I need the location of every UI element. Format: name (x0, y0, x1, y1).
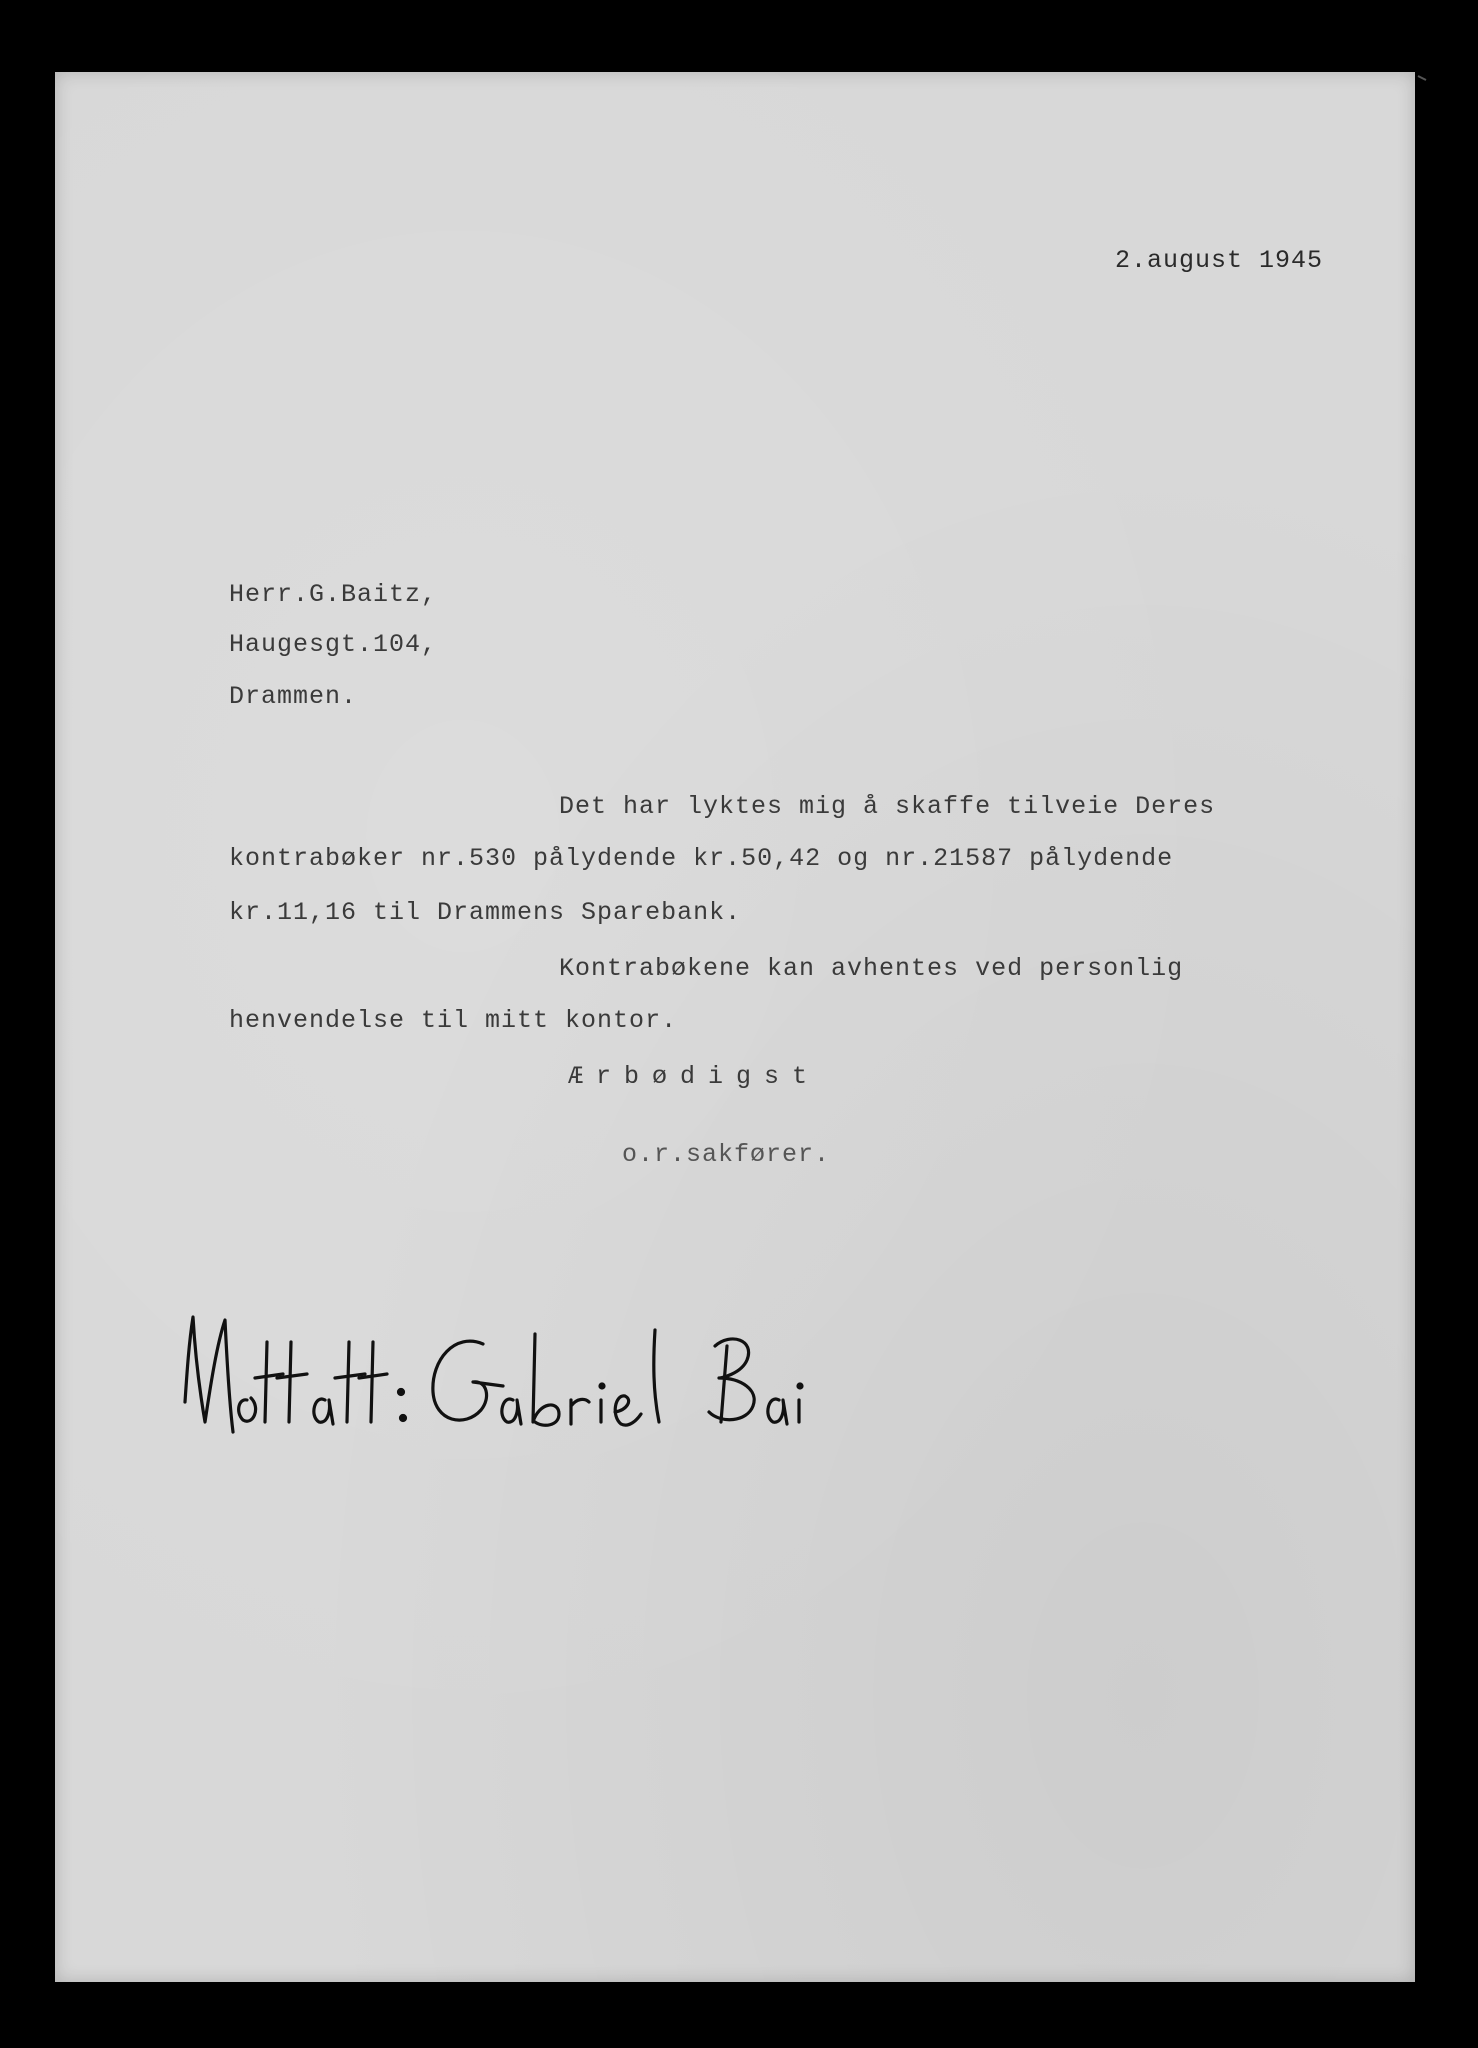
body-line-2: kontrabøker nr.530 pålydende kr.50,42 og nr.21587 pålydende (229, 844, 1174, 873)
recipient-city: Drammen. (229, 682, 358, 711)
handwritten-signature (115, 1282, 815, 1522)
body-line-5: henvendelse til mitt kontor. (229, 1006, 678, 1035)
letter-page (55, 72, 1415, 1982)
letter-date: 2.august 1945 (1115, 246, 1324, 275)
scan-artifact-mark (1412, 70, 1452, 110)
signer-title: o.r.sakfører. (622, 1140, 831, 1169)
recipient-name: Herr.G.Baitz, (229, 580, 438, 609)
closing-salutation: Ærbødigst (568, 1062, 821, 1091)
body-line-1: Det har lyktes mig å skaffe tilveie Deres (559, 792, 1216, 821)
body-line-3: kr.11,16 til Drammens Sparebank. (229, 898, 742, 927)
body-line-4: Kontrabøkene kan avhentes ved personlig (559, 954, 1184, 983)
recipient-street: Haugesgt.104, (229, 630, 438, 659)
